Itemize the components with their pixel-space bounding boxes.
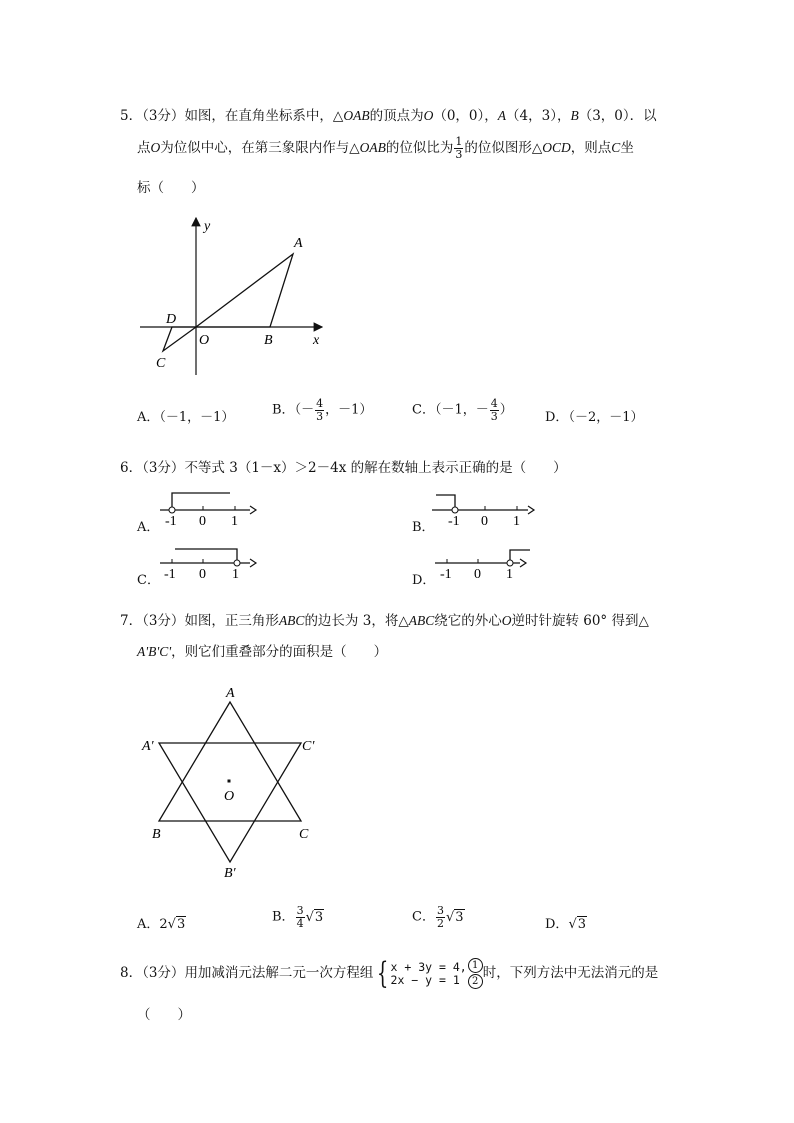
q7-score: （3分） <box>142 613 185 629</box>
q5-oab: OAB <box>359 140 386 155</box>
option-label: B． <box>272 909 295 925</box>
tick-label: 0 <box>199 567 206 582</box>
q7-number: 7． <box>120 613 143 629</box>
q7-text: 如图，正三角形 <box>184 613 279 629</box>
q5-label-c: C <box>156 356 166 371</box>
q7-abc: ABC <box>408 613 435 628</box>
brace: { <box>377 955 389 991</box>
tick-label: -1 <box>164 567 176 582</box>
q5-o: O <box>423 108 434 123</box>
q5-text: 坐 <box>620 140 634 156</box>
q8-equation-system <box>373 955 482 991</box>
q5-triangle-oab <box>196 254 293 327</box>
q6-stem <box>120 456 567 476</box>
q5-ocd: OCD <box>542 140 571 155</box>
q7-label-c: C <box>299 827 309 842</box>
tick-label: 1 <box>513 514 520 529</box>
q8-text: 用加减消元法解二元一次方程组 <box>184 965 374 981</box>
ratio-num: 1 <box>455 135 463 149</box>
q6-number: 6． <box>120 460 143 476</box>
option-label: B． <box>272 402 295 418</box>
tick-label: 0 <box>199 514 206 529</box>
radicand: 3 <box>455 909 464 925</box>
option-text: （－ <box>294 402 315 418</box>
tick-label: 0 <box>474 567 481 582</box>
frac-den: 4 <box>296 916 304 930</box>
sqrt: √3 <box>445 909 464 925</box>
tick-label: -1 <box>440 567 452 582</box>
q8-paren-line <box>137 1003 191 1023</box>
q6-option-a-label[interactable]: A． <box>137 520 160 535</box>
option-fraction <box>436 905 445 929</box>
q7-option-c[interactable] <box>412 905 465 929</box>
q5-b: B <box>570 108 579 123</box>
q5-text: 标（ ） <box>137 180 205 196</box>
radicand: 3 <box>577 917 587 932</box>
q7-text: 绕它的外心 <box>434 613 502 629</box>
q5-label-a: A <box>294 236 303 251</box>
q5-label-x: x <box>313 333 320 348</box>
q5-label-o: O <box>199 333 210 348</box>
q5-text: 如图，在直角坐标系中，△ <box>184 108 344 124</box>
q6-option-c-label[interactable]: C． <box>137 573 160 588</box>
q5-o-coord: （0，0）， <box>433 108 498 124</box>
q5-line2 <box>137 136 634 161</box>
q5-a: A <box>497 108 507 123</box>
q5-option-a[interactable] <box>137 406 234 425</box>
option-label: D． <box>545 410 569 425</box>
q7-label-b1: B′ <box>224 866 236 881</box>
tick-label: 1 <box>231 514 238 529</box>
q7-abc: ABC <box>278 613 305 628</box>
q7-line2 <box>137 640 387 660</box>
q6-option-b-numberline[interactable] <box>430 490 540 530</box>
q8-score: （3分） <box>142 965 185 981</box>
q5-line1 <box>120 104 657 124</box>
q5-option-b[interactable] <box>272 398 372 422</box>
q5-line3 <box>137 176 205 196</box>
q7-option-b[interactable] <box>272 905 324 929</box>
frac-num: 4 <box>316 397 324 410</box>
q5-text: ，则点 <box>570 140 612 156</box>
option-fraction <box>296 905 305 929</box>
q5-text: 为位似中心，在第三象限内作与△ <box>160 140 360 156</box>
option-text: ，－1） <box>325 402 373 418</box>
q5-oab: OAB <box>343 108 370 123</box>
q7-text: 逆时针旋转 60° 得到△ <box>511 613 649 629</box>
numberline-arrow <box>520 559 526 567</box>
q5-coordinate-figure <box>130 210 340 380</box>
q7-o: O <box>501 613 512 628</box>
open-circle <box>234 560 240 566</box>
circled-mark-2: 2 <box>468 974 483 989</box>
q7-label-a: A <box>226 686 235 701</box>
solution-bracket <box>172 493 230 507</box>
numberline-arrow <box>250 506 256 514</box>
q7-label-a1: A′ <box>142 739 154 754</box>
q5-ratio-fraction <box>454 136 463 160</box>
q7-label-c1: C′ <box>302 739 315 754</box>
numberline-arrow <box>250 559 256 567</box>
q5-c: C <box>611 140 621 155</box>
q5-o: O <box>150 140 161 155</box>
ratio-den: 3 <box>455 148 463 161</box>
option-text: （－1，－1） <box>159 410 235 425</box>
q5-option-d[interactable] <box>545 406 643 425</box>
equations <box>391 961 467 987</box>
q7-label-b: B <box>152 827 161 842</box>
q8-answer-paren: （ ） <box>137 1007 191 1023</box>
q5-text: 的顶点为 <box>369 108 424 124</box>
q7-text: 的边长为 3，将△ <box>304 613 409 629</box>
q6-option-c-numberline[interactable] <box>155 543 260 583</box>
tick-label: 0 <box>481 514 488 529</box>
q6-option-a-numberline[interactable] <box>155 490 260 530</box>
radicand: 3 <box>314 909 324 925</box>
open-circle <box>507 560 513 566</box>
equation-2: 2x − y = 1 <box>390 972 460 987</box>
q7-star-figure <box>140 682 330 882</box>
option-fraction <box>315 398 324 422</box>
option-text: ） <box>499 402 513 418</box>
q5-score: （3分） <box>142 108 185 124</box>
tick-label: -1 <box>165 514 177 529</box>
frac-den: 3 <box>490 409 498 423</box>
open-circle <box>169 507 175 513</box>
q8-text: 时，下列方法中无法消元的是 <box>482 965 659 981</box>
q7-option-a[interactable] <box>137 913 186 932</box>
frac-num: 3 <box>296 904 304 917</box>
q5-b-coord: （3，0）．以 <box>578 108 657 124</box>
numberline-arrow <box>528 506 534 514</box>
q5-number: 5． <box>120 108 143 124</box>
tick-label: -1 <box>448 514 460 529</box>
frac-num: 4 <box>490 397 498 410</box>
q5-text: 的位似比为 <box>385 140 454 156</box>
solution-bracket <box>436 495 455 507</box>
q5-label-y: y <box>204 219 211 234</box>
equation-marks <box>468 958 483 989</box>
q5-label-d: D <box>166 312 177 327</box>
solution-bracket <box>510 550 530 560</box>
option-label: A． <box>137 917 160 932</box>
q7-text: ，则它们重叠部分的面积是（ ） <box>171 644 388 660</box>
option-text: （－2，－1） <box>568 410 644 425</box>
q7-option-d[interactable] <box>545 913 587 932</box>
q6-option-d-numberline[interactable] <box>430 543 540 583</box>
q7-label-o: O <box>224 789 235 804</box>
circled-mark-1: 1 <box>468 958 483 973</box>
solution-bracket <box>175 549 237 560</box>
frac-den: 3 <box>316 409 324 423</box>
q6-score: （3分） <box>142 460 185 476</box>
q8-stem <box>120 955 659 991</box>
radicand: 3 <box>176 917 186 932</box>
q6-option-d-label[interactable]: D． <box>412 573 436 588</box>
q5-a-coord: （4，3）， <box>506 108 571 124</box>
q8-number: 8． <box>120 965 143 981</box>
option-label: D． <box>545 917 569 932</box>
option-label: C． <box>412 402 435 418</box>
q6-text: 不等式 3（1－x）＞2－4x 的解在数轴上表示正确的是（ ） <box>184 460 567 476</box>
tick-label: 1 <box>232 567 239 582</box>
q5-label-b: B <box>264 333 273 348</box>
frac-den: 2 <box>436 916 444 930</box>
q5-text: 点 <box>137 140 151 156</box>
q6-option-b-label[interactable]: B． <box>412 520 435 535</box>
q5-triangle-ocd <box>163 327 196 351</box>
equation-1: x + 3y = 4, <box>390 959 467 974</box>
option-text: （－1，－ <box>434 402 489 418</box>
q5-text: 的位似图形△ <box>464 140 543 156</box>
option-label: C． <box>412 909 435 925</box>
q7-abc-prime: A'B'C' <box>137 644 172 659</box>
sqrt: √3 <box>305 909 324 925</box>
q5-option-c[interactable] <box>412 398 513 422</box>
sqrt: √3 <box>568 917 587 932</box>
q7-line1 <box>120 609 649 629</box>
option-label: A． <box>137 410 160 425</box>
option-coef: 2 <box>159 917 168 932</box>
sqrt: √3 <box>167 917 186 932</box>
tick-label: 1 <box>506 567 513 582</box>
q7-center-point <box>228 780 231 783</box>
open-circle <box>452 507 458 513</box>
option-fraction <box>490 398 499 422</box>
frac-num: 3 <box>436 904 444 917</box>
